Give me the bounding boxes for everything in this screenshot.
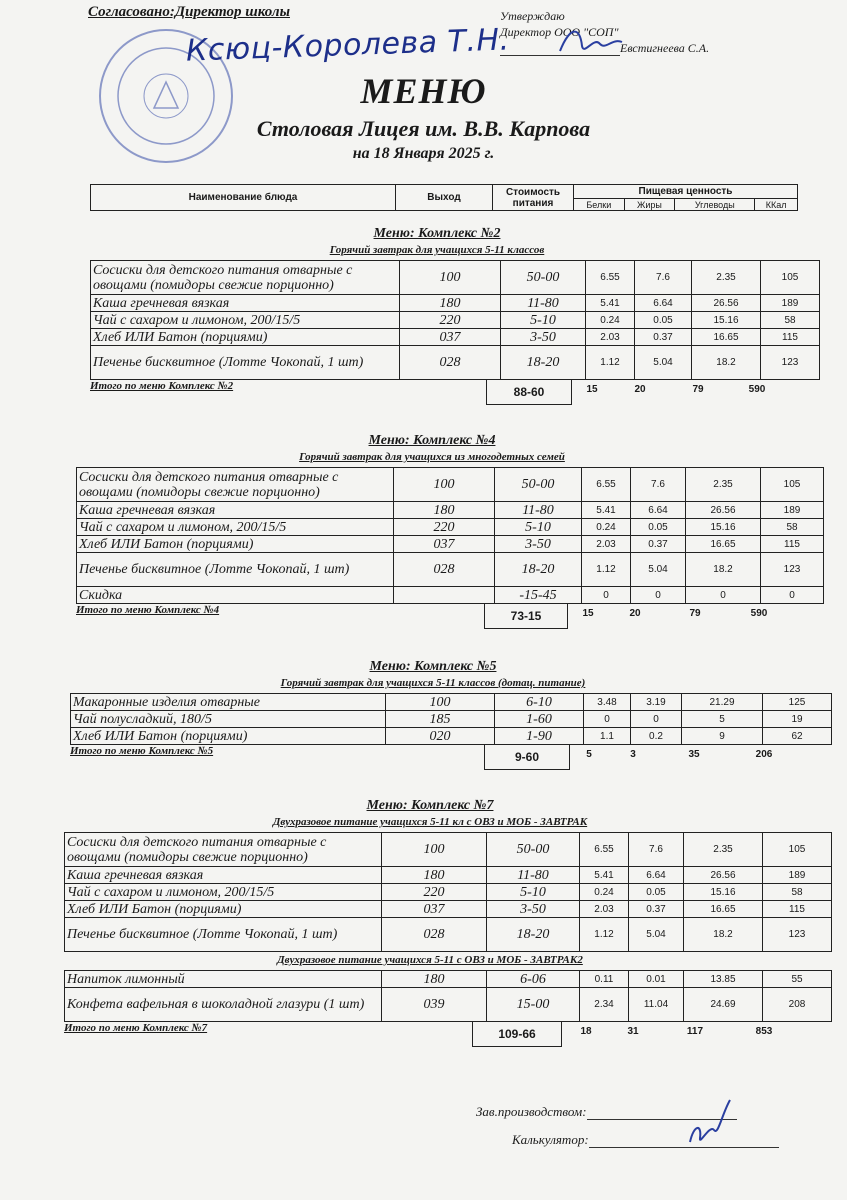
section-subtitle: Двухразовое питание учащихся 5-11 кл с ОВЗ и МОБ - ЗАВТРАК xyxy=(272,816,588,828)
table-row xyxy=(91,346,820,380)
dish-name: Печенье бисквитное (Лотте Чокопай, 1 шт) xyxy=(65,918,382,952)
dish-yield: 037 xyxy=(400,329,501,346)
table-row xyxy=(77,587,824,604)
confirm-line2: Директор ООО "СОП" xyxy=(500,25,619,39)
table-row xyxy=(91,295,820,312)
confirm-name: Евстигнеева С.А. xyxy=(620,41,710,55)
dish-name: Каша гречневая вязкая xyxy=(91,295,400,312)
dish-name: Каша гречневая вязкая xyxy=(77,502,394,519)
total-label: Итого по меню Комплекс №5 xyxy=(70,745,214,757)
dish-carbs: 15.16 xyxy=(686,519,761,536)
dish-carbs: 26.56 xyxy=(692,295,761,312)
table-row xyxy=(77,468,824,502)
table-row xyxy=(65,884,832,901)
dish-protein: 2.03 xyxy=(580,901,629,918)
dish-price: 6-06 xyxy=(487,971,580,988)
dish-fat: 5.04 xyxy=(629,918,684,952)
dish-yield: 020 xyxy=(386,728,495,745)
dish-price: 50-00 xyxy=(501,261,586,295)
dish-fat: 6.64 xyxy=(631,502,686,519)
dish-yield: 100 xyxy=(394,468,495,502)
dish-yield: 028 xyxy=(382,918,487,952)
dish-price: 6-10 xyxy=(495,694,584,711)
dish-yield: 039 xyxy=(382,988,487,1022)
dish-price: 50-00 xyxy=(495,468,582,502)
dish-fat: 0 xyxy=(631,587,686,604)
dish-price: 18-20 xyxy=(487,918,580,952)
dish-yield: 100 xyxy=(382,833,487,867)
total-row xyxy=(0,380,847,406)
dish-protein: 5.41 xyxy=(586,295,635,312)
dish-yield: 220 xyxy=(394,519,495,536)
total-fat: 3 xyxy=(630,749,636,760)
table-row xyxy=(65,901,832,918)
dish-kcal: 62 xyxy=(763,728,832,745)
dish-yield: 185 xyxy=(386,711,495,728)
total-label: Итого по меню Комплекс №2 xyxy=(90,380,234,392)
total-protein: 15 xyxy=(586,384,598,395)
dish-carbs: 18.2 xyxy=(692,346,761,380)
dish-yield: 100 xyxy=(400,261,501,295)
table-row xyxy=(91,261,820,295)
section-subtitle: Горячий завтрак для учащихся 5-11 классов xyxy=(329,244,545,256)
total-row xyxy=(0,1022,847,1048)
calculator-label: Калькулятор: xyxy=(512,1132,589,1147)
section-title: Меню: Комплекс №7 xyxy=(366,798,494,813)
dish-fat: 7.6 xyxy=(629,833,684,867)
dish-protein: 1.12 xyxy=(586,346,635,380)
dish-yield: 180 xyxy=(382,971,487,988)
section-subtitle: Горячий завтрак для учащихся из многодетных семей xyxy=(299,451,565,463)
column-header-table xyxy=(90,184,798,211)
dish-kcal: 58 xyxy=(761,312,820,329)
dish-fat: 6.64 xyxy=(635,295,692,312)
dish-fat: 7.6 xyxy=(631,468,686,502)
dish-kcal: 58 xyxy=(763,884,832,901)
dish-yield: 037 xyxy=(382,901,487,918)
col-kcal: ККал xyxy=(755,199,798,211)
dish-fat: 0.37 xyxy=(631,536,686,553)
dish-fat: 0.05 xyxy=(631,519,686,536)
total-protein: 15 xyxy=(582,608,594,619)
dish-name: Чай с сахаром и лимоном, 200/15/5 xyxy=(65,884,382,901)
dish-price: 50-00 xyxy=(487,833,580,867)
dish-protein: 1.12 xyxy=(580,918,629,952)
dish-fat: 3.19 xyxy=(631,694,682,711)
dish-price: 3-50 xyxy=(487,901,580,918)
dish-fat: 7.6 xyxy=(635,261,692,295)
dish-yield xyxy=(394,587,495,604)
dish-price: 11-80 xyxy=(495,502,582,519)
dish-carbs: 2.35 xyxy=(684,833,763,867)
dish-price: 11-80 xyxy=(487,867,580,884)
total-fat: 20 xyxy=(629,608,641,619)
dish-name: Хлеб ИЛИ Батон (порциями) xyxy=(91,329,400,346)
col-name: Наименование блюда xyxy=(91,185,396,211)
dish-carbs: 15.16 xyxy=(692,312,761,329)
dish-yield: 220 xyxy=(400,312,501,329)
dish-name: Чай с сахаром и лимоном, 200/15/5 xyxy=(91,312,400,329)
dish-fat: 5.04 xyxy=(635,346,692,380)
table-row xyxy=(65,988,832,1022)
total-price: 109-66 xyxy=(472,1022,562,1047)
dish-name: Скидка xyxy=(77,587,394,604)
dish-name: Хлеб ИЛИ Батон (порциями) xyxy=(65,901,382,918)
dish-carbs: 0 xyxy=(686,587,761,604)
table-row xyxy=(91,329,820,346)
total-price: 9-60 xyxy=(484,745,570,770)
total-price: 73-15 xyxy=(484,604,568,629)
dish-carbs: 16.65 xyxy=(692,329,761,346)
col-protein: Белки xyxy=(574,199,625,211)
menu-table xyxy=(64,832,832,952)
approved-label: Согласовано:Директор школы xyxy=(88,4,290,20)
dish-yield: 100 xyxy=(386,694,495,711)
dish-carbs: 21.29 xyxy=(682,694,763,711)
table-row xyxy=(77,536,824,553)
dish-kcal: 123 xyxy=(761,346,820,380)
section-complex-5 xyxy=(0,659,847,771)
section-title: Меню: Комплекс №2 xyxy=(373,226,501,241)
total-row xyxy=(0,745,847,771)
dish-protein: 0 xyxy=(582,587,631,604)
section-title: Меню: Комплекс №4 xyxy=(368,433,496,448)
page-title: МЕНЮ xyxy=(360,71,487,111)
dish-kcal: 115 xyxy=(761,329,820,346)
dish-fat: 0.2 xyxy=(631,728,682,745)
total-price: 88-60 xyxy=(486,380,572,405)
total-protein: 18 xyxy=(580,1026,592,1037)
table-row xyxy=(71,728,832,745)
dish-protein: 0.24 xyxy=(586,312,635,329)
dish-price: 11-80 xyxy=(501,295,586,312)
dish-protein: 6.55 xyxy=(586,261,635,295)
total-kcal: 206 xyxy=(755,749,773,760)
menu-date: на 18 Января 2025 г. xyxy=(352,145,495,162)
dish-price: 1-60 xyxy=(495,711,584,728)
dish-yield: 037 xyxy=(394,536,495,553)
dish-carbs: 15.16 xyxy=(684,884,763,901)
dish-protein: 2.03 xyxy=(586,329,635,346)
dish-carbs: 24.69 xyxy=(684,988,763,1022)
dish-price: -15-45 xyxy=(495,587,582,604)
dish-name: Макаронные изделия отварные xyxy=(71,694,386,711)
dish-fat: 0.37 xyxy=(629,901,684,918)
total-fat: 31 xyxy=(627,1026,639,1037)
dish-name: Конфета вафельная в шоколадной глазури (1 шт) xyxy=(65,988,382,1022)
section-subtitle: Горячий завтрак для учащихся 5-11 классов (дотац. питание) xyxy=(280,677,586,689)
dish-kcal: 125 xyxy=(763,694,832,711)
col-fat: Жиры xyxy=(624,199,675,211)
table-row xyxy=(91,312,820,329)
table-row xyxy=(65,918,832,952)
dish-kcal: 0 xyxy=(761,587,824,604)
total-kcal: 853 xyxy=(755,1026,773,1037)
dish-price: 18-20 xyxy=(501,346,586,380)
dish-carbs: 2.35 xyxy=(692,261,761,295)
dish-protein: 6.55 xyxy=(582,468,631,502)
total-carbs: 79 xyxy=(689,608,701,619)
dish-kcal: 115 xyxy=(761,536,824,553)
dish-yield: 028 xyxy=(394,553,495,587)
dish-kcal: 19 xyxy=(763,711,832,728)
dish-name: Хлеб ИЛИ Батон (порциями) xyxy=(71,728,386,745)
total-fat: 20 xyxy=(634,384,646,395)
dish-kcal: 105 xyxy=(761,468,824,502)
dish-kcal: 189 xyxy=(761,295,820,312)
table-row xyxy=(65,971,832,988)
table-row xyxy=(65,867,832,884)
dish-price: 5-10 xyxy=(495,519,582,536)
dish-protein: 1.1 xyxy=(584,728,631,745)
table-row xyxy=(65,833,832,867)
dish-protein: 5.41 xyxy=(580,867,629,884)
dish-name: Сосиски для детского питания отварные с овощами (помидоры свежие порционно) xyxy=(65,833,382,867)
dish-name: Печенье бисквитное (Лотте Чокопай, 1 шт) xyxy=(77,553,394,587)
section-complex-7 xyxy=(0,798,847,1048)
production-label: Зав.производством: xyxy=(476,1104,587,1119)
dish-price: 15-00 xyxy=(487,988,580,1022)
dish-yield: 180 xyxy=(382,867,487,884)
dish-protein: 5.41 xyxy=(582,502,631,519)
dish-yield: 180 xyxy=(394,502,495,519)
table-row xyxy=(77,553,824,587)
dish-yield: 180 xyxy=(400,295,501,312)
dish-fat: 0 xyxy=(631,711,682,728)
menu-table xyxy=(70,693,832,745)
dish-yield: 220 xyxy=(382,884,487,901)
dish-price: 1-90 xyxy=(495,728,584,745)
dish-kcal: 105 xyxy=(761,261,820,295)
dish-protein: 0.24 xyxy=(582,519,631,536)
dish-name: Сосиски для детского питания отварные с овощами (помидоры свежие порционно) xyxy=(77,468,394,502)
total-carbs: 35 xyxy=(688,749,700,760)
total-carbs: 79 xyxy=(692,384,704,395)
dish-carbs: 18.2 xyxy=(686,553,761,587)
dish-protein: 6.55 xyxy=(580,833,629,867)
director-signature-mark xyxy=(550,16,630,66)
col-carbs: Углеводы xyxy=(675,199,755,211)
dish-protein: 3.48 xyxy=(584,694,631,711)
total-label: Итого по меню Комплекс №4 xyxy=(76,604,220,616)
dish-fat: 0.01 xyxy=(629,971,684,988)
dish-carbs: 16.65 xyxy=(686,536,761,553)
menu-table xyxy=(76,467,824,604)
col-price: Стоимость питания xyxy=(493,185,574,211)
total-protein: 5 xyxy=(586,749,592,760)
dish-protein: 0 xyxy=(584,711,631,728)
dish-carbs: 5 xyxy=(682,711,763,728)
dish-carbs: 26.56 xyxy=(684,867,763,884)
dish-price: 3-50 xyxy=(495,536,582,553)
table-row xyxy=(77,519,824,536)
dish-price: 5-10 xyxy=(487,884,580,901)
total-kcal: 590 xyxy=(750,608,768,619)
col-nutrition: Пищевая ценность xyxy=(574,185,798,199)
dish-kcal: 208 xyxy=(763,988,832,1022)
dish-kcal: 123 xyxy=(761,553,824,587)
dish-price: 18-20 xyxy=(495,553,582,587)
section-complex-2 xyxy=(0,226,847,406)
dish-carbs: 16.65 xyxy=(684,901,763,918)
dish-protein: 0.11 xyxy=(580,971,629,988)
col-yield: Выход xyxy=(396,185,493,211)
section-title: Меню: Комплекс №5 xyxy=(369,659,497,674)
dish-kcal: 123 xyxy=(763,918,832,952)
dish-name: Напиток лимонный xyxy=(65,971,382,988)
section-complex-4 xyxy=(0,433,847,630)
dish-kcal: 55 xyxy=(763,971,832,988)
dish-fat: 11.04 xyxy=(629,988,684,1022)
table-row xyxy=(71,711,832,728)
dish-protein: 2.03 xyxy=(582,536,631,553)
dish-kcal: 58 xyxy=(761,519,824,536)
calculator-signature-mark xyxy=(680,1094,740,1154)
dish-protein: 1.12 xyxy=(582,553,631,587)
dish-name: Печенье бисквитное (Лотте Чокопай, 1 шт) xyxy=(91,346,400,380)
dish-carbs: 2.35 xyxy=(686,468,761,502)
table-row xyxy=(77,502,824,519)
school-director-signature: Ксюц-Королева Т.Н. xyxy=(185,22,511,69)
dish-protein: 2.34 xyxy=(580,988,629,1022)
total-row xyxy=(0,604,847,630)
dish-kcal: 189 xyxy=(761,502,824,519)
total-label: Итого по меню Комплекс №7 xyxy=(64,1022,208,1034)
confirm-line1: Утверждаю xyxy=(500,9,565,23)
dish-yield: 028 xyxy=(400,346,501,380)
dish-name: Каша гречневая вязкая xyxy=(65,867,382,884)
menu-table xyxy=(64,970,832,1022)
dish-price: 5-10 xyxy=(501,312,586,329)
total-kcal: 590 xyxy=(748,384,766,395)
dish-protein: 0.24 xyxy=(580,884,629,901)
section-subtitle-2: Двухразовое питание учащихся 5-11 с ОВЗ и МОБ - ЗАВТРАК2 xyxy=(277,954,583,966)
dish-name: Хлеб ИЛИ Батон (порциями) xyxy=(77,536,394,553)
dish-name: Чай с сахаром и лимоном, 200/15/5 xyxy=(77,519,394,536)
page-subtitle: Столовая Лицея им. В.В. Карпова xyxy=(256,116,591,141)
dish-fat: 0.05 xyxy=(635,312,692,329)
dish-name: Чай полусладкий, 180/5 xyxy=(71,711,386,728)
dish-fat: 5.04 xyxy=(631,553,686,587)
dish-carbs: 9 xyxy=(682,728,763,745)
dish-kcal: 105 xyxy=(763,833,832,867)
menu-table xyxy=(90,260,820,380)
dish-fat: 0.37 xyxy=(635,329,692,346)
dish-name: Сосиски для детского питания отварные с овощами (помидоры свежие порционно) xyxy=(91,261,400,295)
dish-fat: 0.05 xyxy=(629,884,684,901)
dish-carbs: 18.2 xyxy=(684,918,763,952)
dish-kcal: 115 xyxy=(763,901,832,918)
table-row xyxy=(71,694,832,711)
dish-carbs: 26.56 xyxy=(686,502,761,519)
dish-carbs: 13.85 xyxy=(684,971,763,988)
dish-price: 3-50 xyxy=(501,329,586,346)
dish-fat: 6.64 xyxy=(629,867,684,884)
total-carbs: 117 xyxy=(686,1026,704,1037)
dish-kcal: 189 xyxy=(763,867,832,884)
